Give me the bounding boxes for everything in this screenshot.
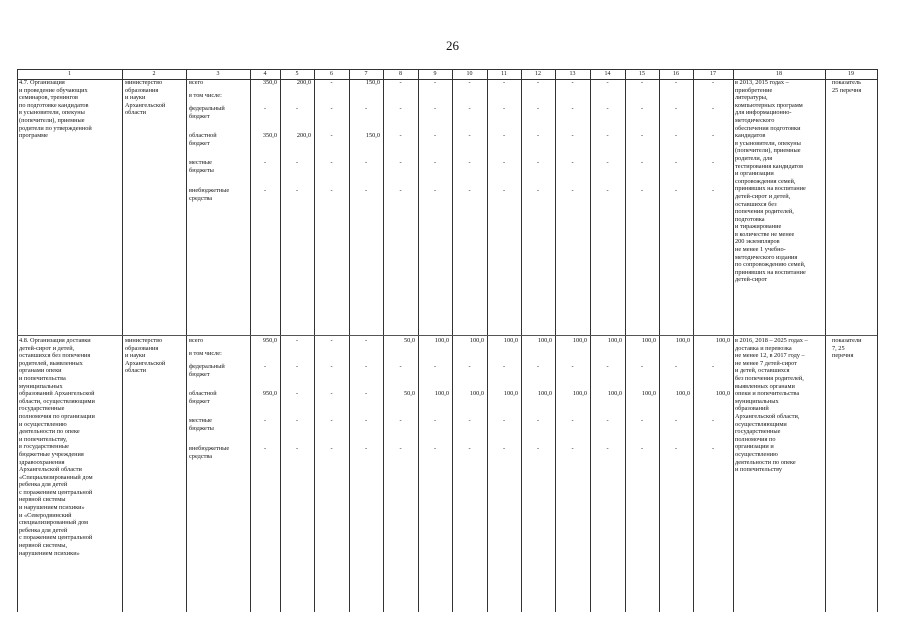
- funding-value: -: [502, 132, 506, 139]
- funding-source-label: внебюджетные средства: [189, 445, 230, 460]
- funding-value: -: [606, 105, 609, 112]
- funding-value: -: [364, 417, 368, 424]
- funding-source-label: всего: [189, 79, 204, 86]
- funding-value: -: [640, 187, 644, 194]
- funding-value: -: [674, 105, 678, 112]
- funding-value: -: [640, 363, 644, 370]
- funding-value: -: [399, 187, 402, 194]
- funding-value: -: [606, 79, 609, 86]
- funding-value: -: [433, 187, 437, 194]
- funding-value: -: [433, 363, 437, 370]
- funding-source-label: в том числе:: [189, 350, 222, 357]
- column-divider: [825, 69, 826, 612]
- funding-value: -: [364, 187, 368, 194]
- funding-value: -: [606, 363, 609, 370]
- funding-value: -: [399, 417, 402, 424]
- funding-value: -: [263, 363, 267, 370]
- funding-value: 350,0: [262, 132, 277, 139]
- funding-source-label: местные бюджеты: [189, 159, 214, 174]
- funding-value: 200,0: [296, 132, 311, 139]
- funding-value: 100,0: [607, 390, 622, 397]
- funding-value: -: [364, 159, 368, 166]
- funding-value: -: [330, 390, 333, 397]
- column-divider: [877, 69, 878, 612]
- funding-value: -: [536, 187, 540, 194]
- funding-value: -: [330, 417, 333, 424]
- funding-value: -: [330, 337, 333, 344]
- funding-value: -: [263, 159, 267, 166]
- funding-value: -: [468, 159, 471, 166]
- funding-value: -: [364, 337, 368, 344]
- funding-value: -: [364, 445, 368, 452]
- funding-value: -: [399, 79, 402, 86]
- funding-value: -: [674, 132, 678, 139]
- funding-value: 100,0: [641, 337, 656, 344]
- funding-value: -: [364, 363, 368, 370]
- activity-description: 4.8. Организация доставки детей-сирот и детей, оставшихся без попечения родителей, выявленных органами опеки и попечительства муниципальных образований Архангельской области, осуществляющими государственные полномочия по организации и осуществлению деятельности по опеке и попечительству, в государственные бюджетные учреждения здравоохранения Архангельской области «Специализированный дом ребенка для детей с поражением центральной нервной системы и нарушением психики» и «Северодвинский специализированный дом ребенка для детей с поражением центральной нервной системы, нарушением психики»: [19, 337, 95, 557]
- funding-value: -: [571, 445, 574, 452]
- funding-value: -: [571, 79, 574, 86]
- funding-value: -: [330, 105, 333, 112]
- header-cell: 6: [330, 71, 333, 77]
- funding-value: -: [330, 132, 333, 139]
- funding-value: -: [330, 445, 333, 452]
- column-divider: [122, 69, 123, 612]
- funding-value: -: [433, 159, 437, 166]
- funding-value: 150,0: [365, 132, 380, 139]
- funding-value: -: [502, 79, 506, 86]
- funding-value: 100,0: [503, 390, 518, 397]
- funding-value: -: [295, 337, 299, 344]
- funding-value: -: [536, 132, 540, 139]
- funding-value: 100,0: [715, 390, 730, 397]
- funding-value: -: [711, 363, 715, 370]
- funding-value: -: [502, 105, 506, 112]
- funding-value: -: [674, 363, 678, 370]
- funding-value: -: [433, 132, 437, 139]
- column-divider: [17, 69, 18, 612]
- funding-value: -: [571, 105, 574, 112]
- funding-value: -: [674, 187, 678, 194]
- funding-value: -: [711, 417, 715, 424]
- funding-value: -: [399, 132, 402, 139]
- funding-value: -: [295, 390, 299, 397]
- funding-value: -: [571, 132, 574, 139]
- header-cell: 2: [152, 71, 156, 77]
- funding-value: -: [399, 105, 402, 112]
- indicator-reference: показатели 7, 25 перечня: [832, 337, 862, 360]
- funding-value: -: [468, 187, 471, 194]
- funding-value: 200,0: [296, 79, 311, 86]
- funding-value: 950,0: [262, 337, 277, 344]
- funding-value: -: [640, 445, 644, 452]
- funding-value: -: [263, 105, 267, 112]
- header-cell: 10: [466, 71, 473, 77]
- funding-value: -: [606, 159, 609, 166]
- funding-value: -: [571, 159, 574, 166]
- funding-value: -: [640, 132, 644, 139]
- funding-value: -: [330, 79, 333, 86]
- funding-value: 100,0: [675, 337, 690, 344]
- header-cell: 4: [263, 71, 267, 77]
- funding-value: 100,0: [469, 337, 484, 344]
- funding-value: 50,0: [403, 390, 415, 397]
- funding-value: 150,0: [365, 79, 380, 86]
- funding-value: -: [433, 417, 437, 424]
- funding-value: 100,0: [537, 337, 552, 344]
- expected-results: в 2016, 2018 – 2025 годах – доставка и перевозка не менее 12, в 2017 году – не менее 7 детей-сирот и детей, оставшихся без попечения родителей, выявленных органами опеки и попечительства муниципальных образований Архангельской области, осуществляющими государственные полномочия по организации и осуществлению деятельности по опеке и попечительству: [735, 337, 808, 474]
- header-cell: 1: [68, 71, 71, 77]
- funding-source-label: внебюджетные средства: [189, 187, 230, 202]
- funding-value: -: [502, 445, 506, 452]
- funding-value: -: [468, 105, 471, 112]
- funding-value: -: [330, 159, 333, 166]
- funding-value: 100,0: [434, 390, 449, 397]
- funding-value: -: [399, 363, 402, 370]
- expected-results: в 2013, 2015 годах – приобретение литературы, компьютерных программ для информационно- методического обеспечения подготовки кандидатов в усыновители, опекуны (попечители), приемные родители, для тестирования кандидатов и организации сопровождения семей, принявших на воспитание детей-сирот и детей, оставшихся без попечения родителей, подготовка и тиражирование в количестве не менее 200 экземпляров не менее 1 учебно- методического издания по сопровождению семей, принявших на воспитание детей-сирот: [735, 79, 806, 284]
- header-cell: 11: [501, 71, 507, 77]
- funding-source-label: областной бюджет: [189, 390, 217, 405]
- indicator-reference: показатель 25 перечня: [832, 79, 862, 94]
- activity-description: 4.7. Организация и проведение обучающих семинаров, тренингов по подготовке кандидатов в усыновители, опекуны (попечители), приемные родители по утвержденной программе: [19, 79, 92, 140]
- funding-value: -: [468, 363, 471, 370]
- funding-source-label: всего: [189, 337, 204, 344]
- funding-value: -: [399, 445, 402, 452]
- header-cell: 5: [295, 71, 299, 77]
- funding-value: -: [536, 363, 540, 370]
- header-cell: 16: [673, 71, 679, 77]
- funding-value: -: [711, 105, 715, 112]
- funding-value: 100,0: [572, 337, 587, 344]
- funding-value: -: [640, 159, 644, 166]
- funding-value: -: [364, 390, 368, 397]
- funding-value: -: [606, 417, 609, 424]
- funding-value: -: [536, 159, 540, 166]
- header-cell: 14: [604, 71, 611, 77]
- funding-value: -: [606, 132, 609, 139]
- funding-value: -: [711, 187, 715, 194]
- column-divider: [186, 69, 187, 612]
- funding-value: -: [571, 363, 574, 370]
- funding-value: -: [295, 363, 299, 370]
- funding-value: -: [295, 187, 299, 194]
- funding-value: -: [295, 105, 299, 112]
- header-cell: 12: [535, 71, 541, 77]
- funding-value: -: [536, 105, 540, 112]
- funding-value: 100,0: [641, 390, 656, 397]
- funding-value: -: [468, 445, 471, 452]
- header-cell: 15: [639, 71, 645, 77]
- funding-value: 100,0: [537, 390, 552, 397]
- funding-value: -: [468, 417, 471, 424]
- funding-value: 100,0: [503, 337, 518, 344]
- funding-value: 100,0: [434, 337, 449, 344]
- row-divider: [17, 335, 877, 336]
- funding-value: -: [536, 417, 540, 424]
- funding-source-label: федеральный бюджет: [189, 363, 225, 378]
- funding-value: -: [606, 445, 609, 452]
- funding-value: -: [711, 79, 715, 86]
- funding-value: -: [502, 187, 506, 194]
- header-cell: 19: [848, 71, 854, 77]
- funding-value: -: [433, 445, 437, 452]
- funding-value: 100,0: [469, 390, 484, 397]
- header-cell: 8: [399, 71, 402, 77]
- header-cell: 18: [776, 71, 782, 77]
- funding-value: -: [711, 159, 715, 166]
- funding-value: -: [468, 79, 471, 86]
- funding-value: -: [502, 159, 506, 166]
- funding-value: -: [640, 105, 644, 112]
- header-cell: 17: [710, 71, 716, 77]
- funding-value: 100,0: [572, 390, 587, 397]
- header-cell: 13: [569, 71, 576, 77]
- funding-value: -: [295, 417, 299, 424]
- header-cell: 7: [364, 71, 368, 77]
- funding-value: -: [263, 417, 267, 424]
- funding-value: 100,0: [715, 337, 730, 344]
- funding-value: -: [674, 417, 678, 424]
- funding-value: -: [640, 79, 644, 86]
- funding-source-label: областной бюджет: [189, 132, 217, 147]
- funding-value: -: [330, 363, 333, 370]
- funding-value: -: [364, 105, 368, 112]
- funding-value: -: [606, 187, 609, 194]
- funding-value: -: [502, 417, 506, 424]
- funding-value: -: [263, 445, 267, 452]
- responsible-executor: министерство образования и науки Архангельской области: [125, 337, 166, 375]
- funding-value: -: [433, 79, 437, 86]
- funding-value: -: [640, 417, 644, 424]
- funding-value: -: [674, 79, 678, 86]
- funding-value: -: [536, 445, 540, 452]
- header-cell: 9: [433, 71, 437, 77]
- funding-value: -: [536, 79, 540, 86]
- funding-value: -: [502, 363, 506, 370]
- funding-value: -: [295, 159, 299, 166]
- funding-value: -: [399, 159, 402, 166]
- funding-value: -: [571, 417, 574, 424]
- funding-value: -: [433, 105, 437, 112]
- funding-value: -: [330, 187, 333, 194]
- funding-value: -: [295, 445, 299, 452]
- funding-source-label: местные бюджеты: [189, 417, 214, 432]
- funding-value: -: [711, 445, 715, 452]
- funding-value: -: [571, 187, 574, 194]
- funding-value: 350,0: [262, 79, 277, 86]
- funding-value: -: [468, 132, 471, 139]
- funding-value: -: [674, 159, 678, 166]
- funding-value: 100,0: [675, 390, 690, 397]
- column-divider: [733, 69, 734, 612]
- funding-value: 950,0: [262, 390, 277, 397]
- header-cell: 3: [216, 71, 220, 77]
- funding-value: 50,0: [403, 337, 415, 344]
- funding-value: -: [263, 187, 267, 194]
- responsible-executor: министерство образования и науки Архангельской области: [125, 79, 166, 117]
- funding-source-label: федеральный бюджет: [189, 105, 225, 120]
- funding-source-label: в том числе:: [189, 92, 222, 99]
- funding-value: -: [674, 445, 678, 452]
- page-number: 26: [446, 38, 459, 53]
- funding-value: 100,0: [607, 337, 622, 344]
- funding-value: -: [711, 132, 715, 139]
